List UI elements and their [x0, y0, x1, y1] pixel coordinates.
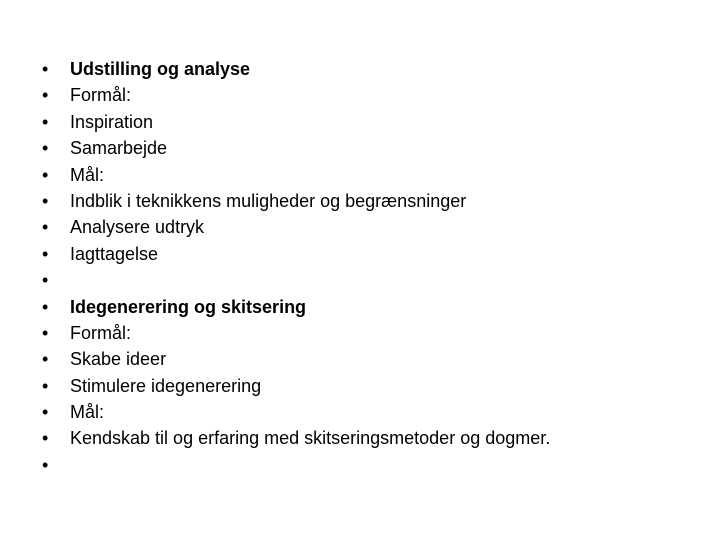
bullet-icon: • [42, 349, 49, 370]
list-item-text: Formål: [70, 322, 132, 343]
list-item [42, 214, 702, 240]
section-heading-text: Idegenerering og skitsering [70, 296, 307, 317]
bullet-icon: • [42, 322, 49, 343]
list-item [42, 188, 702, 214]
list-item [42, 109, 702, 135]
bullet-icon: • [42, 164, 49, 185]
list-item-text: Inspiration [70, 111, 154, 132]
list-item-text: Iagttagelse [70, 243, 159, 264]
bullet-icon: • [42, 402, 49, 423]
section-heading-item [42, 294, 702, 320]
list-item-text: Kendskab til og erfaring med skitseringsmetoder og dogmer. [70, 428, 551, 449]
list-item-text: Analysere udtryk [70, 217, 205, 238]
list-item-text: Mål: [70, 164, 105, 185]
list-item [42, 82, 702, 108]
list-item [42, 162, 702, 188]
list-item-text: Formål: [70, 85, 132, 106]
bullet-icon: • [42, 296, 49, 317]
bullet-icon: • [42, 270, 49, 291]
list-item [42, 267, 702, 293]
section-heading-text: Udstilling og analyse [70, 59, 251, 79]
bullet-list [42, 56, 702, 478]
list-item [42, 241, 702, 267]
list-item [42, 346, 702, 372]
list-item-text: Skabe ideer [70, 349, 167, 370]
bullet-icon: • [42, 428, 49, 449]
bullet-icon: • [42, 85, 49, 106]
list-item [42, 373, 702, 399]
list-item [42, 399, 702, 425]
bullet-icon: • [42, 454, 49, 475]
list-item [42, 425, 702, 451]
bullet-icon: • [42, 59, 49, 79]
list-item-text: Stimulere idegenerering [70, 375, 262, 396]
bullet-icon: • [42, 138, 49, 159]
bullet-icon: • [42, 217, 49, 238]
list-item-text: Mål: [70, 402, 105, 423]
bullet-icon: • [42, 243, 49, 264]
list-item-text: Indblik i teknikkens muligheder og begrænsninger [70, 190, 467, 211]
list-item-text: Samarbejde [70, 138, 168, 159]
bullet-icon: • [42, 190, 49, 211]
list-item [42, 320, 702, 346]
list-item [42, 135, 702, 161]
bullet-icon: • [42, 375, 49, 396]
bullet-icon: • [42, 111, 49, 132]
section-heading-item [42, 56, 702, 82]
list-item [42, 452, 702, 478]
